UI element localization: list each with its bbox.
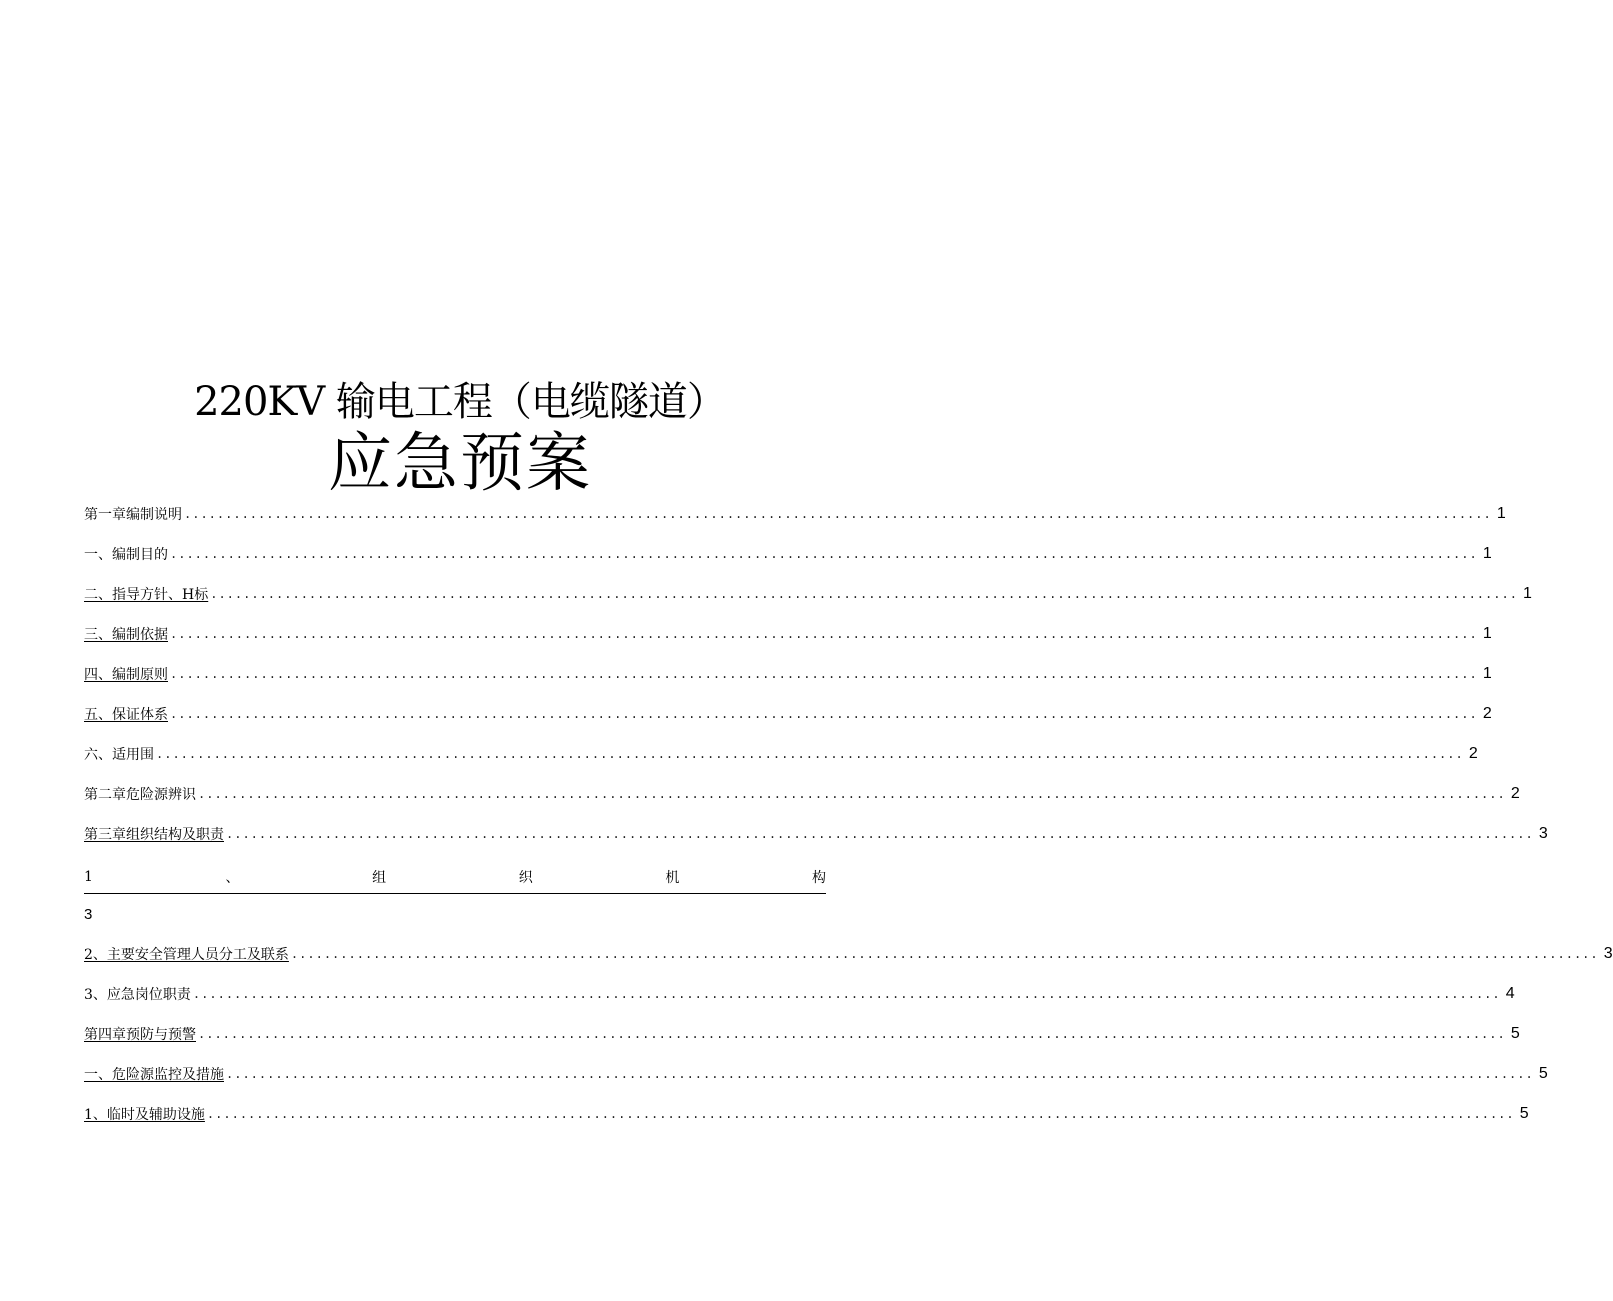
toc-entry[interactable] <box>84 1054 1548 1094</box>
toc-entry-label: 第二章危险源辨识 <box>84 787 196 803</box>
toc-entry-label: 一、编制目的 <box>84 547 168 563</box>
toc-leader-dots: ............................................................................................................................................................... <box>198 1027 1506 1041</box>
document-subtitle: 应急预案 <box>328 427 592 501</box>
toc-entry[interactable] <box>84 774 1520 814</box>
toc-leader-dots: ............................................................................................................................................................... <box>156 747 1464 761</box>
toc-spread-char: 1 <box>84 868 93 885</box>
toc-page-number: 1 <box>1496 505 1506 522</box>
toc-page-number: 4 <box>1505 985 1515 1002</box>
toc-page-number: 1 <box>1523 585 1532 602</box>
toc-leader-dots: ............................................................................................................................................................... <box>226 1067 1534 1081</box>
toc-entry-label: 第三章组织结构及职责 <box>84 827 224 843</box>
toc-entry-label: 2、主要安全管理人员分工及联系 <box>84 947 289 963</box>
toc-entry-label: 三、编制依据 <box>84 627 168 643</box>
toc-entry[interactable] <box>84 1094 1529 1134</box>
toc-page-number: 5 <box>1538 1065 1548 1082</box>
toc-page-number: 1 <box>1482 625 1492 642</box>
toc-entry[interactable] <box>84 574 1532 614</box>
toc-spread-char: 织 <box>518 869 533 886</box>
toc-entry-label: 五、保证体系 <box>84 707 168 723</box>
document-title: 220KV 输电工程（电缆隧道） <box>194 379 726 425</box>
toc-page-number: 3 <box>1538 825 1548 842</box>
table-of-contents <box>84 494 1613 1134</box>
toc-entry[interactable] <box>84 974 1515 1014</box>
toc-entry-label: 四、编制原则 <box>84 667 168 683</box>
toc-page-number: 5 <box>1510 1025 1520 1042</box>
toc-spread-char: 机 <box>665 869 680 886</box>
toc-entry-label: 二、指导方针、H标 <box>84 587 209 603</box>
toc-leader-dots: ............................................................................................................................................................... <box>290 947 1599 961</box>
toc-entry[interactable] <box>84 494 1506 534</box>
toc-leader-dots: ............................................................................................................................................................... <box>170 547 1478 561</box>
toc-page-number: 2 <box>1468 745 1478 762</box>
toc-entry-label: 第四章预防与预警 <box>84 1027 196 1043</box>
toc-page-number: 2 <box>1482 705 1492 722</box>
toc-leader-dots: ............................................................................................................................................................... <box>170 667 1478 681</box>
toc-leader-dots: ............................................................................................................................................................... <box>206 1107 1515 1121</box>
toc-leader-dots: ............................................................................................................................................................... <box>198 787 1506 801</box>
toc-spread-page-number: 3 <box>84 905 93 923</box>
toc-spread-char: 构 <box>811 869 826 886</box>
toc-spread-char: 组 <box>372 869 387 886</box>
toc-entry-label: 3、应急岗位职责 <box>84 987 191 1003</box>
toc-entry[interactable] <box>84 814 1548 854</box>
toc-entry[interactable] <box>84 654 1492 694</box>
toc-entry[interactable] <box>84 694 1492 734</box>
toc-entry[interactable] <box>84 1014 1520 1054</box>
toc-entry-label: 1、临时及辅助设施 <box>84 1107 205 1123</box>
toc-page-number: 1 <box>1482 665 1492 682</box>
toc-leader-dots: ............................................................................................................................................................... <box>184 507 1492 521</box>
toc-entry[interactable] <box>84 534 1492 574</box>
toc-leader-dots: ............................................................................................................................................................... <box>226 827 1534 841</box>
toc-entry-label: 一、危险源监控及措施 <box>84 1067 224 1083</box>
toc-entry[interactable] <box>84 734 1478 774</box>
toc-entry-label: 第一章编制说明 <box>84 507 182 523</box>
toc-leader-dots: ............................................................................................................................................................... <box>170 707 1478 721</box>
toc-spread-char: 、 <box>225 869 240 886</box>
toc-page-number: 5 <box>1519 1105 1529 1122</box>
toc-leader-dots: ............................................................................................................................................................... <box>170 627 1478 641</box>
toc-page-number: 3 <box>1603 945 1613 962</box>
toc-entry-label: 六、适用围 <box>84 747 154 763</box>
toc-page-number: 2 <box>1510 785 1520 802</box>
toc-entry-spread[interactable] <box>84 860 826 894</box>
toc-entry[interactable] <box>84 934 1613 974</box>
toc-leader-dots: ............................................................................................................................................................... <box>210 587 1518 601</box>
toc-page-number: 1 <box>1482 545 1492 562</box>
toc-entry[interactable] <box>84 614 1492 654</box>
toc-leader-dots: ............................................................................................................................................................... <box>192 987 1501 1001</box>
